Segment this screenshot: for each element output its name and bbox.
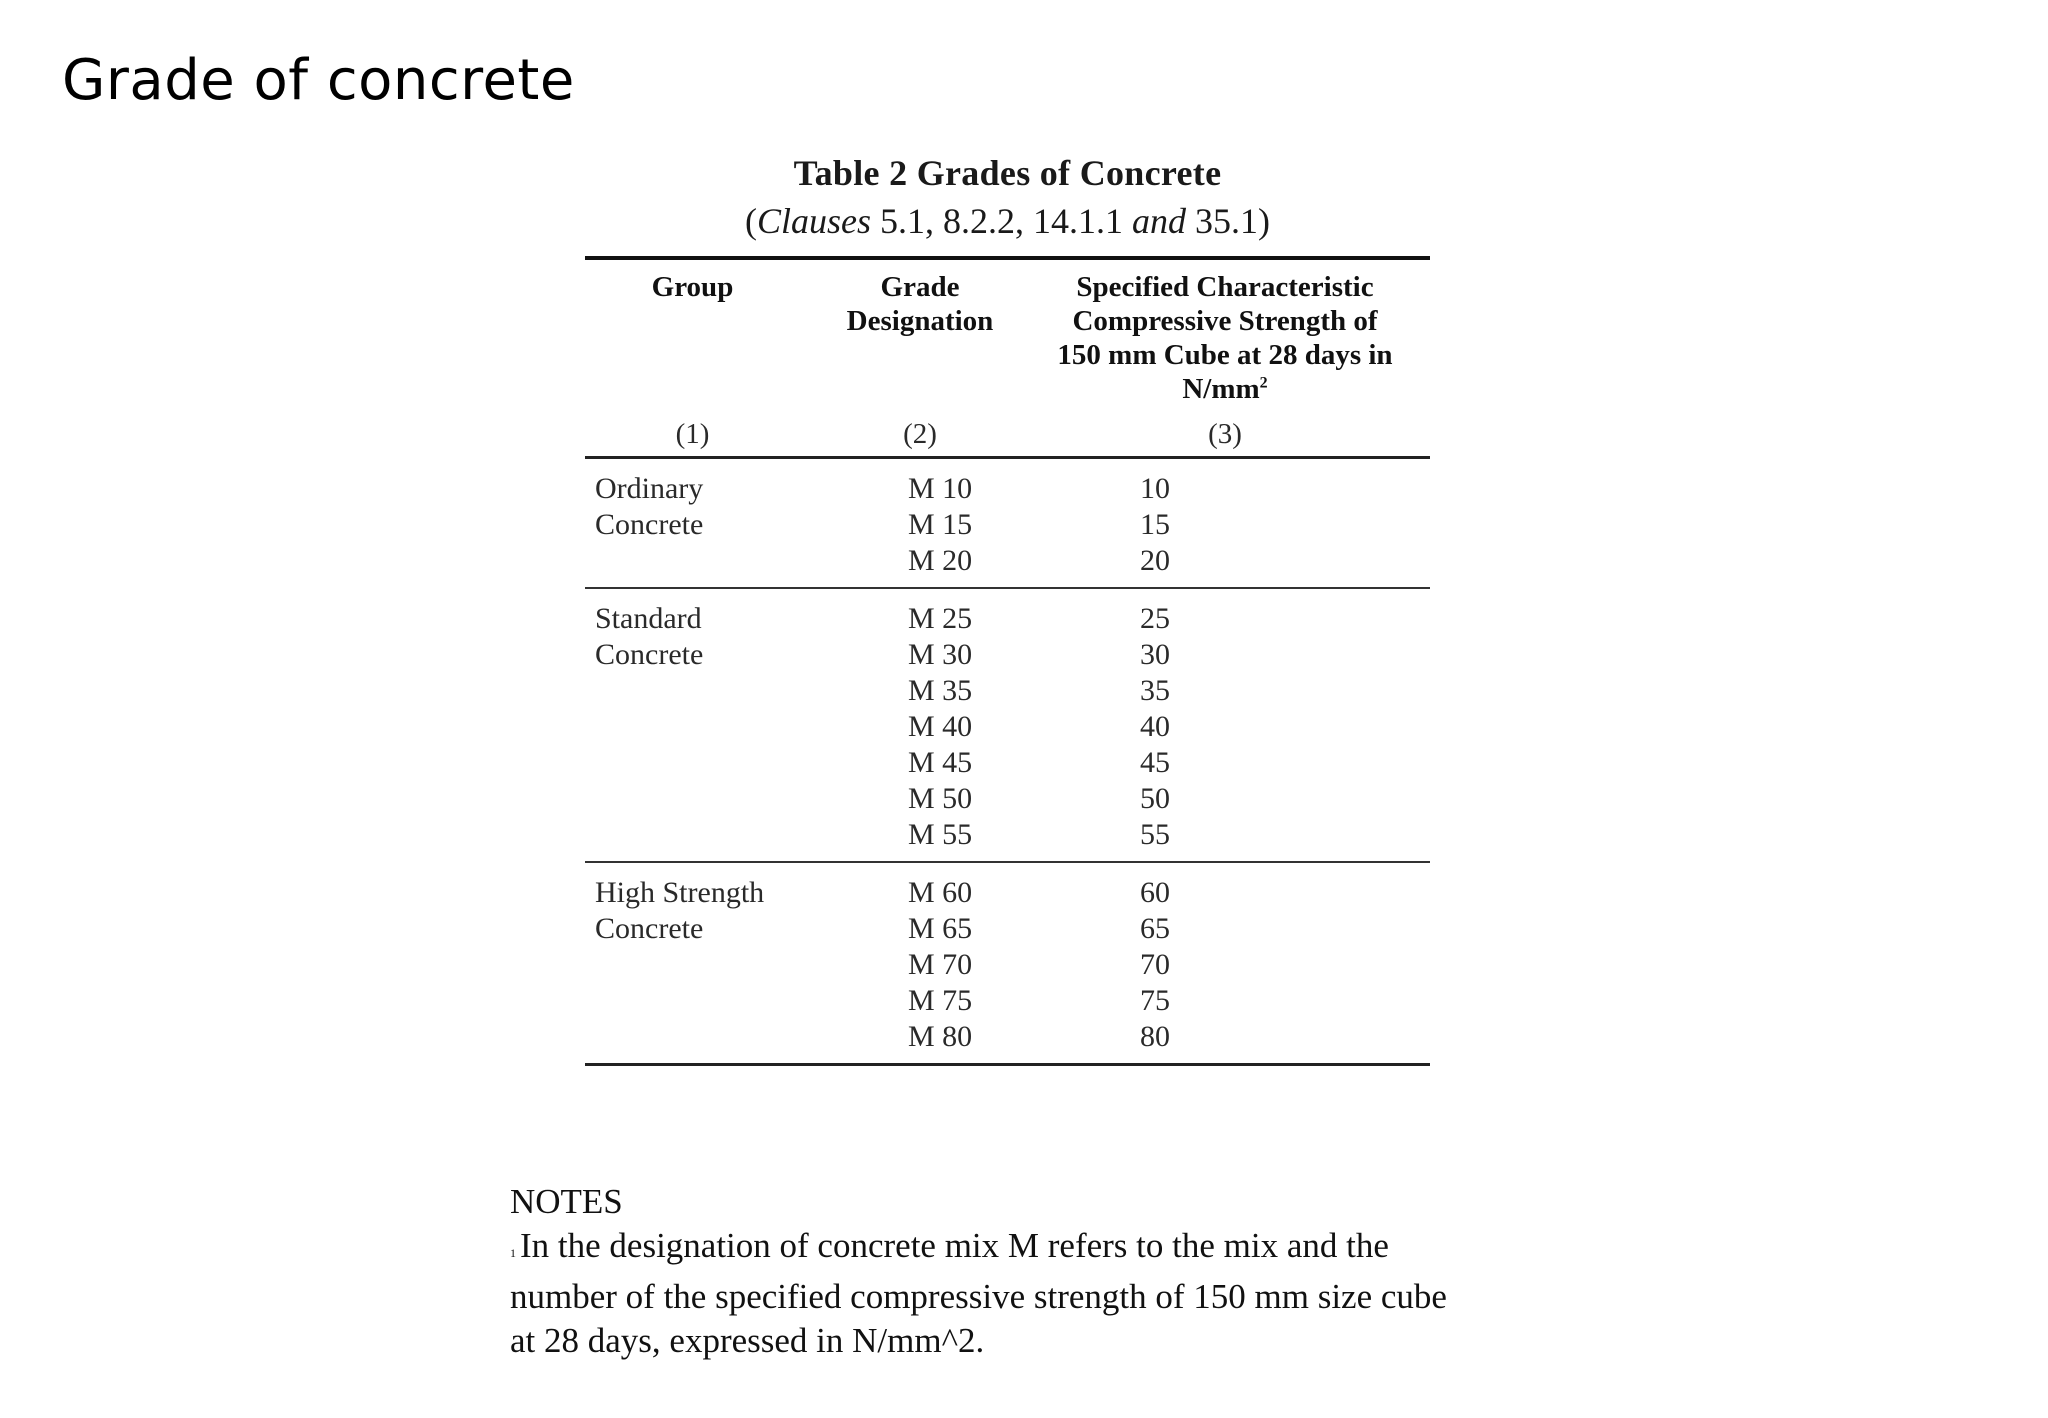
table-heading: Table 2 Grades of Concrete bbox=[793, 153, 1222, 193]
grade-designation-list bbox=[820, 862, 1020, 1065]
strength-unit: N/mm bbox=[1182, 373, 1260, 405]
grade-designation: M 15 bbox=[908, 508, 973, 541]
grade-designation: M 70 bbox=[908, 948, 973, 981]
grade-designation: M 10 bbox=[908, 472, 973, 505]
strength-unit-superscript: 2 bbox=[1259, 374, 1268, 392]
column-number-1: (1) bbox=[585, 406, 820, 458]
header-grade-designation: Grade Designation bbox=[846, 271, 994, 337]
grade-designation: M 35 bbox=[908, 674, 973, 707]
grades-table bbox=[585, 256, 1430, 1066]
note-line-3: at 28 days, expressed in N/mm^2. bbox=[510, 1321, 985, 1360]
note-line-2: number of the specified compressive strength of 150 mm size cube bbox=[510, 1277, 1447, 1316]
table-header-row bbox=[585, 258, 1430, 406]
compressive-strength-value: 65 bbox=[1140, 912, 1170, 945]
note-line-1: 1 In the designation of concrete mix M refers to the mix and the bbox=[510, 1226, 1389, 1265]
compressive-strength-value: 50 bbox=[1140, 782, 1170, 815]
compressive-strength-list bbox=[1020, 862, 1430, 1065]
grade-designation: M 60 bbox=[908, 876, 973, 909]
compressive-strength-list bbox=[1020, 588, 1430, 862]
compressive-strength-value: 20 bbox=[1140, 544, 1170, 577]
subheading-clauses-word: Clauses bbox=[756, 201, 871, 241]
group-name: Standard Concrete bbox=[585, 588, 820, 862]
concrete-grades-table-block bbox=[585, 152, 1430, 1066]
compressive-strength-value: 10 bbox=[1140, 472, 1170, 505]
compressive-strength-value: 30 bbox=[1140, 638, 1170, 671]
table-row bbox=[585, 588, 1430, 862]
compressive-strength-value: 55 bbox=[1140, 818, 1170, 851]
compressive-strength-value: 45 bbox=[1140, 746, 1170, 779]
subheading-and-word: and bbox=[1132, 201, 1186, 241]
notes-section bbox=[510, 1180, 1590, 1363]
grade-designation: M 50 bbox=[908, 782, 973, 815]
compressive-strength-list bbox=[1020, 458, 1430, 589]
grade-designation: M 30 bbox=[908, 638, 973, 671]
compressive-strength-value: 35 bbox=[1140, 674, 1170, 707]
grade-designation: M 75 bbox=[908, 984, 973, 1017]
grade-designation: M 45 bbox=[908, 746, 973, 779]
notes-title: NOTES bbox=[510, 1182, 623, 1221]
compressive-strength-value: 25 bbox=[1140, 602, 1170, 635]
group-name: Ordinary Concrete bbox=[585, 458, 820, 589]
grade-designation: M 55 bbox=[908, 818, 973, 851]
column-number-3: (3) bbox=[1020, 406, 1430, 458]
column-number-2: (2) bbox=[820, 406, 1020, 458]
grade-designation: M 40 bbox=[908, 710, 973, 743]
table-row bbox=[585, 458, 1430, 589]
compressive-strength-value: 70 bbox=[1140, 948, 1170, 981]
grade-designation: M 25 bbox=[908, 602, 973, 635]
subheading-numbers-a: 5.1, 8.2.2, 14.1.1 bbox=[871, 201, 1132, 241]
compressive-strength-value: 75 bbox=[1140, 984, 1170, 1017]
group-name: High Strength Concrete bbox=[595, 876, 765, 945]
grade-designation: M 20 bbox=[908, 544, 973, 577]
compressive-strength-value: 60 bbox=[1140, 876, 1170, 909]
grade-designation-list bbox=[820, 588, 1020, 862]
column-number-row bbox=[585, 406, 1430, 458]
subheading-numbers-b: 35.1) bbox=[1186, 201, 1270, 241]
compressive-strength-value: 80 bbox=[1140, 1020, 1170, 1053]
grades-table-body bbox=[585, 458, 1430, 1065]
table-subheading bbox=[585, 200, 1430, 242]
compressive-strength-value: 15 bbox=[1140, 508, 1170, 541]
table-row bbox=[585, 862, 1430, 1065]
header-compressive-strength: Specified Characteristic Compressive Strength of 150 mm Cube at 28 days in $N/mm^2$ bbox=[1057, 271, 1393, 405]
grade-designation: M 65 bbox=[908, 912, 973, 945]
grade-designation: M 80 bbox=[908, 1020, 973, 1053]
slide-title: Grade of concrete bbox=[62, 48, 575, 113]
compressive-strength-value: 40 bbox=[1140, 710, 1170, 743]
grade-designation-list bbox=[820, 458, 1020, 589]
header-group: Group bbox=[651, 271, 734, 303]
subheading-prefix: ( bbox=[744, 201, 757, 241]
note-marker: 1 bbox=[510, 1246, 516, 1260]
